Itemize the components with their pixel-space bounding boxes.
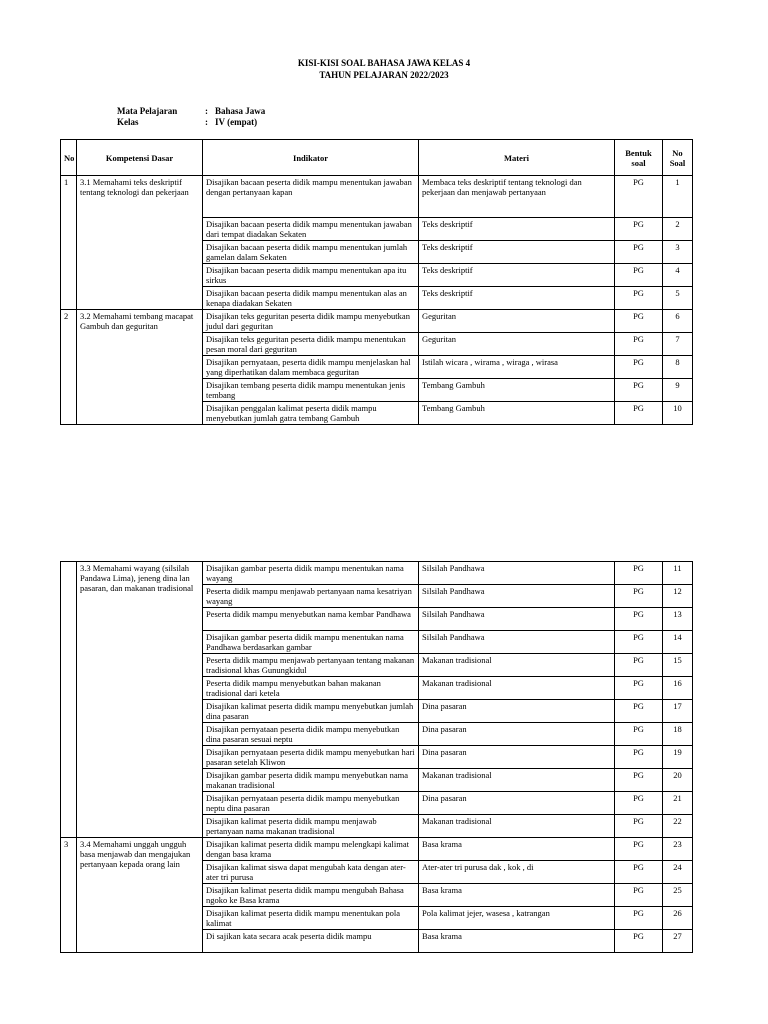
- cell-no-soal: 9: [663, 379, 693, 402]
- cell-materi: Tembang Gambuh: [419, 379, 615, 402]
- cell-kompetensi-dasar: 3.3 Memahami wayang (silsilah Pandawa Lima), jeneng dina lan pasaran, dan makanan tradisional: [77, 562, 203, 838]
- cell-bentuk-soal: PG: [615, 884, 663, 907]
- cell-kompetensi-dasar: 3.4 Memahami unggah ungguh basa menjawab dan mengajukan pertanyaan kepada orang lain: [77, 838, 203, 953]
- cell-materi: Basa krama: [419, 884, 615, 907]
- cell-no: 1: [61, 176, 77, 310]
- header-kompetensi-dasar: Kompetensi Dasar: [77, 140, 203, 176]
- cell-bentuk-soal: PG: [615, 562, 663, 585]
- cell-materi: Basa krama: [419, 930, 615, 953]
- cell-indikator: Disajikan gambar peserta didik mampu menentukan nama Pandhawa berdasarkan gambar: [203, 631, 419, 654]
- cell-materi: Silsilah Pandhawa: [419, 631, 615, 654]
- cell-bentuk-soal: PG: [615, 907, 663, 930]
- cell-bentuk-soal: PG: [615, 792, 663, 815]
- table-row: [61, 176, 693, 218]
- cell-materi: Dina pasaran: [419, 792, 615, 815]
- cell-no-soal: 12: [663, 585, 693, 608]
- cell-materi: Silsilah Pandhawa: [419, 562, 615, 585]
- cell-indikator: Disajikan pernyataan peserta didik mampu menyebutkan neptu dina pasaran: [203, 792, 419, 815]
- meta-mapel: [117, 106, 265, 116]
- cell-indikator: Disajikan gambar peserta didik mampu menyebutkan nama makanan tradisional: [203, 769, 419, 792]
- cell-indikator: Disajikan kalimat peserta didik mampu menjawab pertanyaan nama makanan tradisional: [203, 815, 419, 838]
- cell-indikator: Disajikan bacaan peserta didik mampu menentukan jawaban dengan pertanyaan kapan: [203, 176, 419, 218]
- cell-materi: Geguritan: [419, 310, 615, 333]
- cell-materi: Teks deskriptif: [419, 218, 615, 241]
- cell-indikator: Peserta didik mampu menjawab pertanyaan nama kesatriyan wayang: [203, 585, 419, 608]
- cell-materi: Ater-ater tri purusa dak , kok , di: [419, 861, 615, 884]
- cell-bentuk-soal: PG: [615, 176, 663, 218]
- table-header-row: [61, 140, 693, 176]
- cell-materi: Makanan tradisional: [419, 654, 615, 677]
- cell-no-soal: 19: [663, 746, 693, 769]
- meta-separator: :: [205, 117, 208, 127]
- cell-materi: Dina pasaran: [419, 746, 615, 769]
- meta-kelas: [117, 117, 257, 127]
- cell-bentuk-soal: PG: [615, 838, 663, 861]
- cell-bentuk-soal: PG: [615, 769, 663, 792]
- cell-no-soal: 22: [663, 815, 693, 838]
- cell-no-soal: 2: [663, 218, 693, 241]
- document-title: KISI-KISI SOAL BAHASA JAWA KELAS 4: [297, 58, 471, 68]
- cell-no-soal: 27: [663, 930, 693, 953]
- cell-indikator: Disajikan kalimat peserta didik mampu melengkapi kalimat dengan basa krama: [203, 838, 419, 861]
- cell-indikator: Disajikan teks geguritan peserta didik mampu menyebutkan judul dari geguritan: [203, 310, 419, 333]
- cell-indikator: Peserta didik mampu menjawab pertanyaan tentang makanan tradisional khas Gunungkidul: [203, 654, 419, 677]
- cell-indikator: Disajikan pernyataan peserta didik mampu menyebutkan dina pasaran sesuai neptu: [203, 723, 419, 746]
- cell-bentuk-soal: PG: [615, 700, 663, 723]
- kisi-table-page1: [60, 139, 693, 425]
- cell-bentuk-soal: PG: [615, 654, 663, 677]
- header-no-soal: No Soal: [663, 140, 693, 176]
- cell-no-soal: 8: [663, 356, 693, 379]
- cell-indikator: Disajikan kalimat peserta didik mampu mengubah Bahasa ngoko ke Basa krama: [203, 884, 419, 907]
- cell-no-soal: 14: [663, 631, 693, 654]
- cell-no-soal: 5: [663, 287, 693, 310]
- cell-materi: Pola kalimat jejer, wasesa , katrangan: [419, 907, 615, 930]
- cell-materi: Istilah wicara , wirama , wiraga , wirasa: [419, 356, 615, 379]
- header-bentuk-soal: Bentuk soal: [615, 140, 663, 176]
- cell-no: [61, 562, 77, 838]
- meta-kelas-label: Kelas: [117, 117, 139, 127]
- cell-materi: Membaca teks deskriptif tentang teknologi dan pekerjaan dan menjawab pertanyaan: [419, 176, 615, 218]
- cell-no-soal: 15: [663, 654, 693, 677]
- cell-no-soal: 4: [663, 264, 693, 287]
- cell-indikator: Disajikan bacaan peserta didik mampu menentukan apa itu sirkus: [203, 264, 419, 287]
- cell-no-soal: 6: [663, 310, 693, 333]
- kisi-table-page2: [60, 561, 693, 953]
- cell-kompetensi-dasar: 3.1 Memahami teks deskriptif tentang teknologi dan pekerjaan: [77, 176, 203, 310]
- cell-bentuk-soal: PG: [615, 608, 663, 631]
- cell-materi: Geguritan: [419, 333, 615, 356]
- cell-indikator: Disajikan tembang peserta didik mampu menentukan jenis tembang: [203, 379, 419, 402]
- cell-materi: Teks deskriptif: [419, 241, 615, 264]
- header-indikator: Indikator: [203, 140, 419, 176]
- cell-indikator: Disajikan teks geguritan peserta didik mampu menentukan pesan moral dari geguritan: [203, 333, 419, 356]
- cell-no-soal: 16: [663, 677, 693, 700]
- cell-indikator: Disajikan pernyataan peserta didik mampu menyebutkan hari pasaran setelah Kliwon: [203, 746, 419, 769]
- header-no: No: [61, 140, 77, 176]
- cell-kompetensi-dasar: 3.2 Memahami tembang macapat Gambuh dan geguritan: [77, 310, 203, 425]
- table-row: [61, 838, 693, 861]
- cell-materi: Dina pasaran: [419, 723, 615, 746]
- cell-indikator: Disajikan gambar peserta didik mampu menentukan nama wayang: [203, 562, 419, 585]
- cell-no-soal: 11: [663, 562, 693, 585]
- cell-bentuk-soal: PG: [615, 241, 663, 264]
- cell-indikator: Di sajikan kata secara acak peserta didik mampu: [203, 930, 419, 953]
- cell-no: 2: [61, 310, 77, 425]
- cell-no-soal: 3: [663, 241, 693, 264]
- cell-bentuk-soal: PG: [615, 723, 663, 746]
- meta-separator: :: [205, 106, 208, 116]
- cell-no-soal: 23: [663, 838, 693, 861]
- cell-no-soal: 25: [663, 884, 693, 907]
- cell-bentuk-soal: PG: [615, 310, 663, 333]
- cell-indikator: Disajikan bacaan peserta didik mampu menentukan alas an kenapa diadakan Sekaten: [203, 287, 419, 310]
- cell-materi: Silsilah Pandhawa: [419, 608, 615, 631]
- cell-no-soal: 24: [663, 861, 693, 884]
- cell-indikator: Disajikan pernyataan, peserta didik mampu menjelaskan hal yang diperhatikan dalam membaca geguritan: [203, 356, 419, 379]
- cell-bentuk-soal: PG: [615, 861, 663, 884]
- table-row: [61, 310, 693, 333]
- cell-bentuk-soal: PG: [615, 930, 663, 953]
- cell-bentuk-soal: PG: [615, 333, 663, 356]
- meta-kelas-value: IV (empat): [215, 117, 258, 127]
- cell-bentuk-soal: PG: [615, 356, 663, 379]
- cell-materi: Teks deskriptif: [419, 287, 615, 310]
- cell-indikator: Peserta didik mampu menyebutkan bahan makanan tradisional dari ketela: [203, 677, 419, 700]
- cell-no-soal: 10: [663, 402, 693, 425]
- cell-no: 3: [61, 838, 77, 953]
- cell-indikator: Disajikan bacaan peserta didik mampu menentukan jumlah gamelan dalam Sekaten: [203, 241, 419, 264]
- cell-bentuk-soal: PG: [615, 631, 663, 654]
- cell-materi: Basa krama: [419, 838, 615, 861]
- header-materi: Materi: [419, 140, 615, 176]
- cell-indikator: Disajikan bacaan peserta didik mampu menentukan jawaban dari tempat diadakan Sekaten: [203, 218, 419, 241]
- cell-bentuk-soal: PG: [615, 218, 663, 241]
- cell-materi: Dina pasaran: [419, 700, 615, 723]
- cell-no-soal: 21: [663, 792, 693, 815]
- cell-no-soal: 7: [663, 333, 693, 356]
- cell-no-soal: 1: [663, 176, 693, 218]
- cell-no-soal: 20: [663, 769, 693, 792]
- cell-bentuk-soal: PG: [615, 585, 663, 608]
- cell-no-soal: 18: [663, 723, 693, 746]
- cell-bentuk-soal: PG: [615, 746, 663, 769]
- table-row: [61, 562, 693, 585]
- cell-bentuk-soal: PG: [615, 402, 663, 425]
- cell-materi: Makanan tradisional: [419, 769, 615, 792]
- meta-mapel-value: Bahasa Jawa: [215, 106, 266, 116]
- cell-bentuk-soal: PG: [615, 287, 663, 310]
- meta-mapel-label: Mata Pelajaran: [117, 106, 178, 116]
- cell-indikator: Disajikan kalimat siswa dapat mengubah kata dengan ater-ater tri purusa: [203, 861, 419, 884]
- cell-bentuk-soal: PG: [615, 815, 663, 838]
- cell-no-soal: 17: [663, 700, 693, 723]
- cell-no-soal: 13: [663, 608, 693, 631]
- cell-bentuk-soal: PG: [615, 379, 663, 402]
- cell-indikator: Peserta didik mampu menyebutkan nama kembar Pandhawa: [203, 608, 419, 631]
- cell-indikator: Disajikan kalimat peserta didik mampu menyebutkan jumlah dina pasaran: [203, 700, 419, 723]
- cell-materi: Silsilah Pandhawa: [419, 585, 615, 608]
- cell-materi: Tembang Gambuh: [419, 402, 615, 425]
- document-subtitle: TAHUN PELAJARAN 2022/2023: [319, 70, 449, 80]
- cell-no-soal: 26: [663, 907, 693, 930]
- cell-materi: Makanan tradisional: [419, 815, 615, 838]
- cell-materi: Teks deskriptif: [419, 264, 615, 287]
- cell-bentuk-soal: PG: [615, 677, 663, 700]
- cell-materi: Makanan tradisional: [419, 677, 615, 700]
- cell-indikator: Disajikan kalimat peserta didik mampu menentukan pola kalimat: [203, 907, 419, 930]
- cell-bentuk-soal: PG: [615, 264, 663, 287]
- cell-indikator: Disajikan penggalan kalimat peserta didik mampu menyebutkan jumlah gatra tembang Gambuh: [203, 402, 419, 425]
